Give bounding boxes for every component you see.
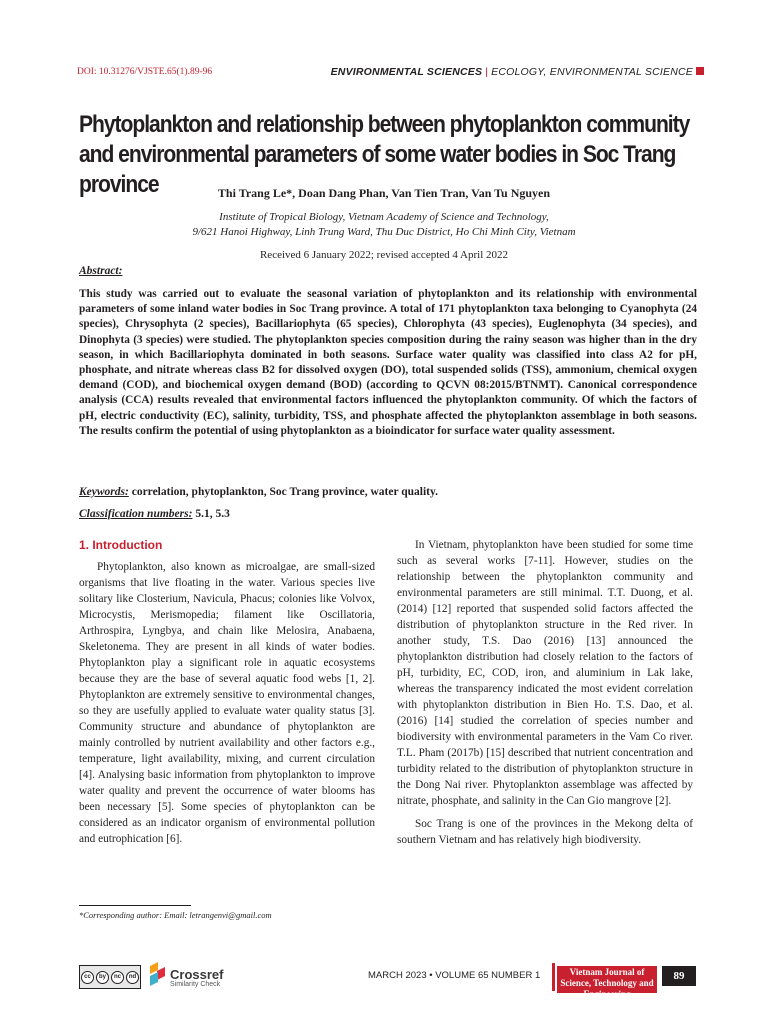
left-column [79, 537, 375, 854]
paragraph: Phytoplankton, also known as microalgae, are small-sized organisms that live floating in the water. Various species live solitary like Closterium, Navicula, Phacus; colonies like Volvox, Microcystis, Merismopedia; filament like Oscillatoria, Arthrospira, Lyngbya, and chain like Melosira, Anabaena, Skeletonema. They are present in all kinds of water bodies. Phytoplankton play a significant role in aquatic ecosystems because they are the base of several aquatic food webs [1, 2]. Phytoplankton are extremely sensitive to environmental changes, so they are usefully applied to evaluate water quality status [3]. Community structure and abundance of phytoplankton are mainly controlled by nutrient availability and other factors e.g., temperature, light availability, mixing, and current circulation [4]. Analysing basic information from phytoplankton to improve water quality and prevent the occurrence of water blooms has been necessary [5]. Some species of phytoplankton can be considered as an indicator organism of environmental pollution and eutrophication [6]. [79, 561, 375, 845]
affiliation-line-1: Institute of Tropical Biology, Vietnam Academy of Science and Technology, [219, 211, 549, 223]
affiliation-line-2: 9/621 Hanoi Highway, Linh Trung Ward, Thu Duc District, Ho Chi Minh City, Vietnam [192, 226, 576, 238]
paragraph: In Vietnam, phytoplankton have been studied for some time such as several works [7-11]. However, studies on the relationship between the phytoplankton community and environmental parameters are still minimal. T.T. Duong, et al. (2014) [12] reported that suspended solid factors affected the distribution of phytoplankton structure in the Red river. In another study, T.S. Dao (2016) [13] announced the phytoplankton distribution had closely relation to the factors of pH, turbidity, EC, COD, iron, and aluminium in Lak lake, whereas the transparency indicated the most evident correlation with phytoplankton distribution in Bien Ho. T.S. Dao, et al. (2016) [14] studied the correlation of species number and biodiversity with environmental parameters in the Vam Co river. T.L. Pham (2017b) [15] described that nutrient concentration and turbidity related to the distribution of phytoplankton structure in the Dong Nai river. Phytoplankton assemblage was affected by nitrate, phosphate, and salinity in the Can Gio mangrove [2]. [397, 539, 693, 807]
nc-badge: nc [111, 971, 124, 984]
section-name: ENVIRONMENTAL SCIENCES [330, 66, 483, 78]
abstract-text: This study was carried out to evaluate the seasonal variation of phytoplankton and its relationship with environmental parameters of some inland water bodies in Soc Trang province. A total of 171 phytoplankton taxa belonging to Cyanophyta (24 species), Chrysophyta (2 species), Bacillariophyta (65 species), Chlorophyta (43 species), Euglenophyta (34 species), and Dinophyta (3 species) were studied. The phytoplankton species composition during the rainy season was higher than in the dry season, in which Bacillariophyta dominated in both seasons. Surface water quality was classified into class A2 for pH, phosphate, and nitrate whereas class B2 for dissolved oxygen (DO), total suspended solids (TSS), ammonium, chemical oxygen demand (COD), and biochemical oxygen demand (BOD) (according to QCVN 08:2015/BTNMT). Canonical correspondence analysis (CCA) results revealed that environmental factors influenced the phytoplankton community. Of which the factors of pH, electric conductivity (EC), salinity, turbidity, TSS, and phosphate affected the phytoplankton assemblage in both seasons. The results confirm the potential of using phytoplankton as a bioindicator for surface water quality assessment. [79, 288, 697, 437]
section-header [331, 66, 704, 78]
section-heading-introduction: 1. Introduction [79, 538, 163, 552]
article-title: Phytoplankton and relationship between phytoplankton community and environmental parameters of some water bodies in Soc Trang province [79, 111, 690, 198]
issue-info: MARCH 2023 • VOLUME 65 NUMBER 1 [368, 970, 541, 981]
crossref-icon [150, 962, 165, 988]
subsection-name: ECOLOGY, ENVIRONMENTAL SCIENCE [491, 66, 693, 78]
keywords-value: correlation, phytoplankton, Soc Trang province, water quality. [128, 486, 438, 498]
crossref-wordmark: Crossref [170, 967, 224, 982]
classification [79, 508, 230, 520]
affiliation [0, 210, 768, 240]
creative-commons-license-icon[interactable] [79, 965, 141, 989]
section-separator: | [485, 66, 489, 78]
keywords-label: Keywords: [79, 486, 129, 498]
footnote-divider [79, 905, 191, 906]
corresponding-author-footnote[interactable]: *Corresponding author: Email: letrangenvi@gmail.com [79, 910, 272, 920]
journal-name-badge: Vietnam Journal of Science, Technology and Engineering [557, 966, 657, 993]
cc-badge: cc [81, 971, 94, 984]
journal-accent-bar [552, 963, 555, 991]
crossref-logo[interactable] [150, 962, 224, 992]
keywords [79, 486, 438, 498]
classification-label: Classification numbers: [79, 508, 193, 520]
by-badge: by [96, 971, 109, 984]
nd-badge: nd [126, 971, 139, 984]
received-dates: Received 6 January 2022; revised accepted 4 April 2022 [259, 249, 509, 261]
red-square-marker [696, 67, 704, 75]
author-list: Thi Trang Le*, Doan Dang Phan, Van Tien Tran, Van Tu Nguyen [217, 186, 551, 200]
crossref-subtitle: Similarity Check [170, 981, 221, 988]
classification-value: 5.1, 5.3 [192, 508, 230, 520]
right-column [397, 537, 693, 855]
page-number: 89 [662, 966, 696, 986]
doi-label[interactable]: DOI: 10.31276/VJSTE.65(1).89-96 [77, 67, 213, 77]
paragraph: Soc Trang is one of the provinces in the Mekong delta of southern Vietnam and has relatively high biodiversity. [397, 818, 693, 846]
abstract-label: Abstract: [79, 265, 123, 277]
